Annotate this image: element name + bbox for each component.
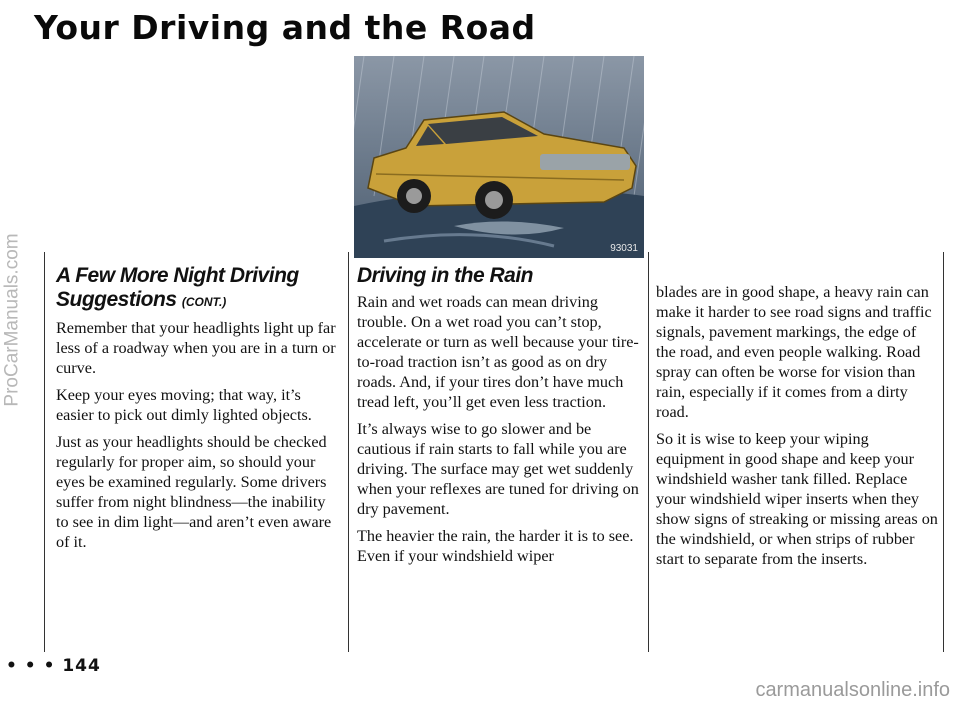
column-rule-left — [44, 252, 45, 652]
car-in-rain-illustration — [354, 56, 644, 258]
paragraph: The heavier the rain, the harder it is to see. Even if your windshield wiper — [357, 527, 634, 565]
car-in-rain-drawing — [354, 56, 644, 258]
paragraph: blades are in good shape, a heavy rain can make it harder to see road signs and traffic signals, pavement markings, the edge of the road, and even people walking. Road spray can often be worse for vision than rain, especially if it comes from a dirty road. — [656, 283, 932, 421]
page-number: • • • 144 — [6, 656, 101, 676]
left-column — [56, 264, 340, 559]
section-heading-rain: Driving in the Rain — [357, 264, 534, 287]
section-heading-night-driving — [56, 264, 340, 314]
middle-column — [357, 264, 641, 573]
page-title: Your Driving and the Road — [34, 8, 536, 47]
side-watermark-text: ProCarManuals.com — [2, 233, 24, 407]
column-rule-middle-left — [348, 252, 349, 652]
paragraph: Rain and wet roads can mean driving trouble. On a wet road you can’t stop, accelerate or turn as well because your tire-to-road traction isn’t as good as on dry roads. And, if your tires don’t have much tread left, you’ll get even less traction. — [357, 293, 639, 411]
paragraph: Remember that your headlights light up far less of a roadway when you are in a turn or curve. — [56, 319, 336, 377]
paragraph: Just as your headlights should be checked regularly for proper aim, so should your eyes be examined regularly. Some drivers suffer from night blindness—the inability to see in dim light—and aren’t even aware of it. — [56, 433, 332, 551]
paragraph: It’s always wise to go slower and be cautious if rain starts to fall while you are driving. The surface may get wet suddenly when your reflexes are tuned for driving on dry pavement. — [357, 420, 639, 518]
footer-watermark: carmanualsonline.info — [755, 679, 950, 701]
heading-text: A Few More Night Driving Suggestions — [56, 264, 299, 311]
column-rule-right — [943, 252, 944, 652]
illustration-code: 93031 — [610, 243, 638, 254]
paragraph: So it is wise to keep your wiping equipment in good shape and keep your windshield washer tank filled. Replace your windshield wiper inserts when they show signs of streaking or missing areas on the windshield, or when strips of rubber start to separate from the inserts. — [656, 430, 938, 568]
right-column — [656, 282, 938, 576]
side-watermark — [2, 70, 24, 570]
paragraph: Keep your eyes moving; that way, it’s easier to pick out dimly lighted objects. — [56, 386, 312, 424]
car-grille — [540, 154, 630, 170]
heading-continued-label: (CONT.) — [181, 295, 227, 309]
column-rule-middle-right — [648, 252, 649, 652]
